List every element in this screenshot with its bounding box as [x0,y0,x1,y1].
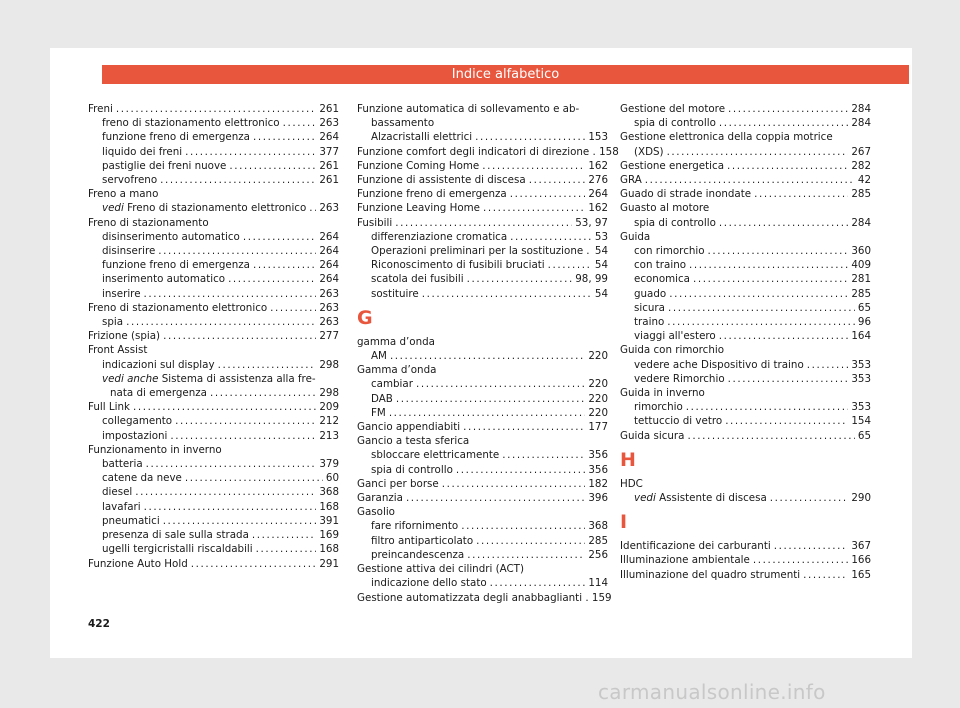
index-subentry: inserimento automatico ..... 264 [88,272,339,286]
index-subentry: ugelli tergicristalli riscaldabili ..... 168 [88,542,339,556]
index-entry-continued: (XDS) ..... 267 [620,145,871,159]
index-subentry: servofreno ..... 261 [88,173,339,187]
index-entry: GRA ..... 42 [620,173,871,187]
index-subentry: spia di controllo ..... 284 [620,216,871,230]
index-entry: Illuminazione del quadro strumenti ..... 165 [620,568,871,582]
index-entry: Identificazione dei carburanti ..... 367 [620,539,871,553]
index-subentry: guado ..... 285 [620,287,871,301]
index-entry: Gestione del motore ..... 284 [620,102,871,116]
index-entry: Funzione Leaving Home ..... 162 [357,201,608,215]
index-entry: HDC [620,477,643,490]
index-subentry: batteria ..... 379 [88,457,339,471]
index-subentry: spia di controllo ..... 284 [620,116,871,130]
index-subentry: spia di controllo ..... 356 [357,463,608,477]
index-column-3 [620,102,871,582]
page-number: 422 [88,618,110,630]
index-subentry: traino ..... 96 [620,315,871,329]
index-entry: Guida con rimorchio [620,344,725,357]
index-entry: Guida sicura ..... 65 [620,429,871,443]
watermark: carmanualsonline.info [598,680,826,704]
index-entry: Guida [620,230,651,243]
index-subentry: pneumatici ..... 391 [88,514,339,528]
index-subentry: DAB ..... 220 [357,392,608,406]
index-subentry: Alzacristalli elettrici ..... 153 [357,130,608,144]
index-subentry: freno di stazionamento elettronico ..... 263 [88,116,339,130]
index-subentry: vedere Rimorchio ..... 353 [620,372,871,386]
index-entry: Gamma d’onda [357,364,437,377]
index-subentry: catene da neve ..... 60 [88,471,339,485]
index-entry: Freno di stazionamento [88,216,209,229]
index-subentry: funzione freno di emergenza ..... 264 [88,258,339,272]
index-subentry: Riconoscimento di fusibili bruciati ..... 54 [357,258,608,272]
index-subentry: filtro antiparticolato ..... 285 [357,534,608,548]
index-entry: Guasto al motore [620,202,710,215]
index-entry: Freno a mano [88,188,159,201]
index-entry: Gestione attiva dei cilindri (ACT) [357,563,524,576]
section-letter-i: I [620,511,628,534]
index-entry: Front Assist [88,344,148,357]
index-subentry: inserire ..... 263 [88,287,339,301]
index-subentry: spia ..... 263 [88,315,339,329]
index-subentry: presenza di sale sulla strada ..... 169 [88,528,339,542]
index-subentry: fare rifornimento ..... 368 [357,519,608,533]
index-entry: Garanzia ..... 396 [357,491,608,505]
index-subentry: rimorchio ..... 353 [620,400,871,414]
index-entry: Ganci per borse ..... 182 [357,477,608,491]
index-entry: Gasolio [357,506,395,519]
index-subentry: indicazioni sul display ..... 298 [88,358,339,372]
index-subentry: AM ..... 220 [357,349,608,363]
index-subentry: cambiar ..... 220 [357,377,608,391]
index-subentry: sbloccare elettricamente ..... 356 [357,448,608,462]
section-letter-g: G [357,306,373,329]
index-subentry: con traino ..... 409 [620,258,871,272]
index-subentry: preincandescenza ..... 256 [357,548,608,562]
index-entry: Funzione automatica di sollevamento e ab- [357,103,580,115]
index-subentry: sicura ..... 65 [620,301,871,315]
index-subentry: vedi anche Sistema di assistenza alla fre- [102,372,316,385]
index-entry: Gancio appendiabiti ..... 177 [357,420,608,434]
index-subentry: vedere ache Dispositivo di traino ..... 353 [620,358,871,372]
page-header: Indice alfabetico [102,65,909,84]
section-letter-h: H [620,448,636,471]
index-subentry: tettuccio di vetro ..... 154 [620,414,871,428]
index-subentry: viaggi all'estero ..... 164 [620,329,871,343]
index-subentry: indicazione dello stato ..... 114 [357,576,608,590]
index-entry: Funzione Auto Hold ..... 291 [88,557,339,571]
index-entry: Funzione di assistente di discesa ..... 276 [357,173,608,187]
index-subentry: funzione freno di emergenza ..... 264 [88,130,339,144]
index-entry: Frizione (spia) ..... 277 [88,329,339,343]
index-subentry: differenziazione cromatica ..... 53 [357,230,608,244]
index-subentry: vedi Freno di stazionamento elettronico ..... 263 [88,201,339,215]
index-subentry: liquido dei freni ..... 377 [88,145,339,159]
index-subentry: sostituire ..... 54 [357,287,608,301]
index-entry: Gestione elettronica della coppia motrice [620,131,833,144]
index-entry: Funzione freno di emergenza ..... 264 [357,187,608,201]
index-subentry: scatola dei fusibili ..... 98, 99 [357,272,608,286]
index-entry: Guida in inverno [620,387,705,400]
index-entry: Guado di strade inondate ..... 285 [620,187,871,201]
index-entry: Illuminazione ambientale ..... 166 [620,553,871,567]
index-entry: Freni ..... 261 [88,102,339,116]
index-entry: Gancio a testa sferica [357,435,470,448]
manual-page [50,48,912,658]
index-entry: Funzione Coming Home ..... 162 [357,159,608,173]
index-subentry: economica ..... 281 [620,272,871,286]
index-entry: Freno di stazionamento elettronico ..... 263 [88,301,339,315]
index-subentry: diesel ..... 368 [88,485,339,499]
index-entry: Funzionamento in inverno [88,443,222,456]
index-entry: Funzione comfort degli indicatori di direzione . 158 [357,145,619,158]
index-subentry: disinserimento automatico ..... 264 [88,230,339,244]
index-entry: Gestione energetica ..... 282 [620,159,871,173]
index-subentry: lavafari ..... 168 [88,500,339,514]
index-subentry: impostazioni ..... 213 [88,429,339,443]
index-subentry: FM ..... 220 [357,406,608,420]
index-entry: Full Link ..... 209 [88,400,339,414]
index-entry-continued: bassamento [371,117,435,130]
index-subentry-continued: nata di emergenza ..... 298 [88,386,339,400]
index-subentry: con rimorchio ..... 360 [620,244,871,258]
index-column-2 [357,102,619,605]
index-subentry: vedi Assistente di discesa ..... 290 [620,491,871,505]
index-subentry: collegamento ..... 212 [88,414,339,428]
index-entry: gamma d’onda [357,335,435,348]
index-subentry: disinserire ..... 264 [88,244,339,258]
index-column-1 [88,102,339,571]
index-entry: Gestione automatizzata degli anabbaglianti . 159 [357,591,612,604]
index-subentry: pastiglie dei freni nuove ..... 261 [88,159,339,173]
index-entry: Fusibili ..... 53, 97 [357,216,608,230]
index-subentry: Operazioni preliminari per la sostituzione ..... 54 [357,244,608,258]
